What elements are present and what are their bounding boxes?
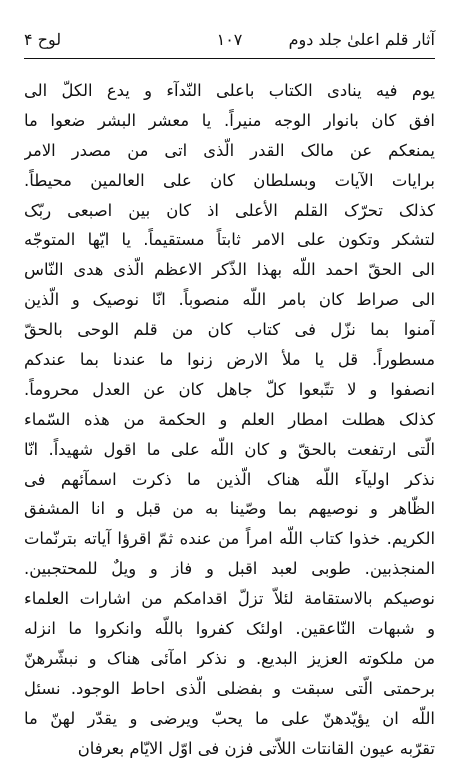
text-line: و شبهات النّاعقین. اولئک کفروا باللّه وانکروا ما انزله <box>24 619 435 639</box>
text-line: آمنوا بما نزّل فی کتاب کان من قلم الوحی بالحقّ <box>24 320 435 340</box>
text-line: الظّاهر و نوصیهم بما وصّینا به من قبل و انا المشفق <box>24 499 435 519</box>
text-line: یوم فیه ینادی الکتاب باعلی النّدآء و یدع الکلّ الی <box>24 81 435 100</box>
text-line: برحمتی الّتی سبقت و بفضلی الّذی احاط الوجود. نسئل <box>24 678 435 698</box>
text-line: من ملکوته العزیز البدیع. و نذکر امآئی هناک و نبشّرهنّ <box>24 648 435 668</box>
text-line: لتشکر وتکون علی الامر ثابتاً مستقیماً. یا ایّها المتوجّه <box>24 230 435 250</box>
text-line: الی الحقّ احمد اللّه بهذا الذّکر الاعظم الّذی هدی النّاس <box>24 260 435 280</box>
page-header <box>24 30 435 58</box>
text-line: کذلک تحرّک القلم الأعلی اذ کان بین اصبعی ربّک <box>24 200 435 220</box>
body-text <box>24 76 435 763</box>
page-number: ١٠٧ <box>216 30 243 49</box>
text-line: نوصیکم بالاستقامة لئلاّ تزلّ اقدامکم من اشارات العلماء <box>24 589 435 609</box>
text-line: المنجذبین. طوبی لعبد اقبل و فاز و ویلٌ للمحتجبین. <box>24 559 435 579</box>
text-line: الکریم. خذوا کتاب اللّه امراً من عنده ثمّ اقرؤا آیاته بترنّمات <box>24 529 435 549</box>
text-line: برایات الآیات وبسلطان کان علی العالمین محیطاً. <box>24 170 435 190</box>
text-line: انصفوا و لا تتّبعوا کلّ جاهل کان عن العدل محروماً. <box>24 379 435 399</box>
text-line: نذکر اولیآء اللّه هناک الّذین ما ذکرت اسمآئهم فی <box>24 469 435 489</box>
text-line: یمنعکم عن مالک القدر الّذی اتی من مصدر الامر <box>24 140 435 160</box>
text-line: الّتی ارتفعت بالحقّ و کان اللّه علی ما اقول شهیداً. انّا <box>24 439 435 459</box>
text-line: اللّه ان یؤیّدهنّ علی ما یحبّ ویرضی و یقدّر لهنّ ما <box>24 708 435 728</box>
header-divider <box>24 58 435 59</box>
tablet-label: لوح ۴ <box>24 30 62 49</box>
text-line: تقرّبه عیون القانتات اللاّتی فزن فی اوّل الایّام بعرفان <box>77 738 435 758</box>
text-line: افق کان بانوار الوجه منیراً. یا معشر البشر ضعوا ما <box>24 110 435 130</box>
text-line: مسطوراً. قل یا ملأ الارض زنوا ما عندنا بما عندکم <box>24 350 435 370</box>
text-line: الی صراط کان بامر اللّه منصوباً. انّا نوصیک و الّذین <box>24 290 435 310</box>
text-line: کذلک هطلت امطار العلم و الحکمة من هذه السّماء <box>24 409 435 429</box>
book-title: آثار قلم اعلیٰ جلد دوم <box>288 30 435 49</box>
